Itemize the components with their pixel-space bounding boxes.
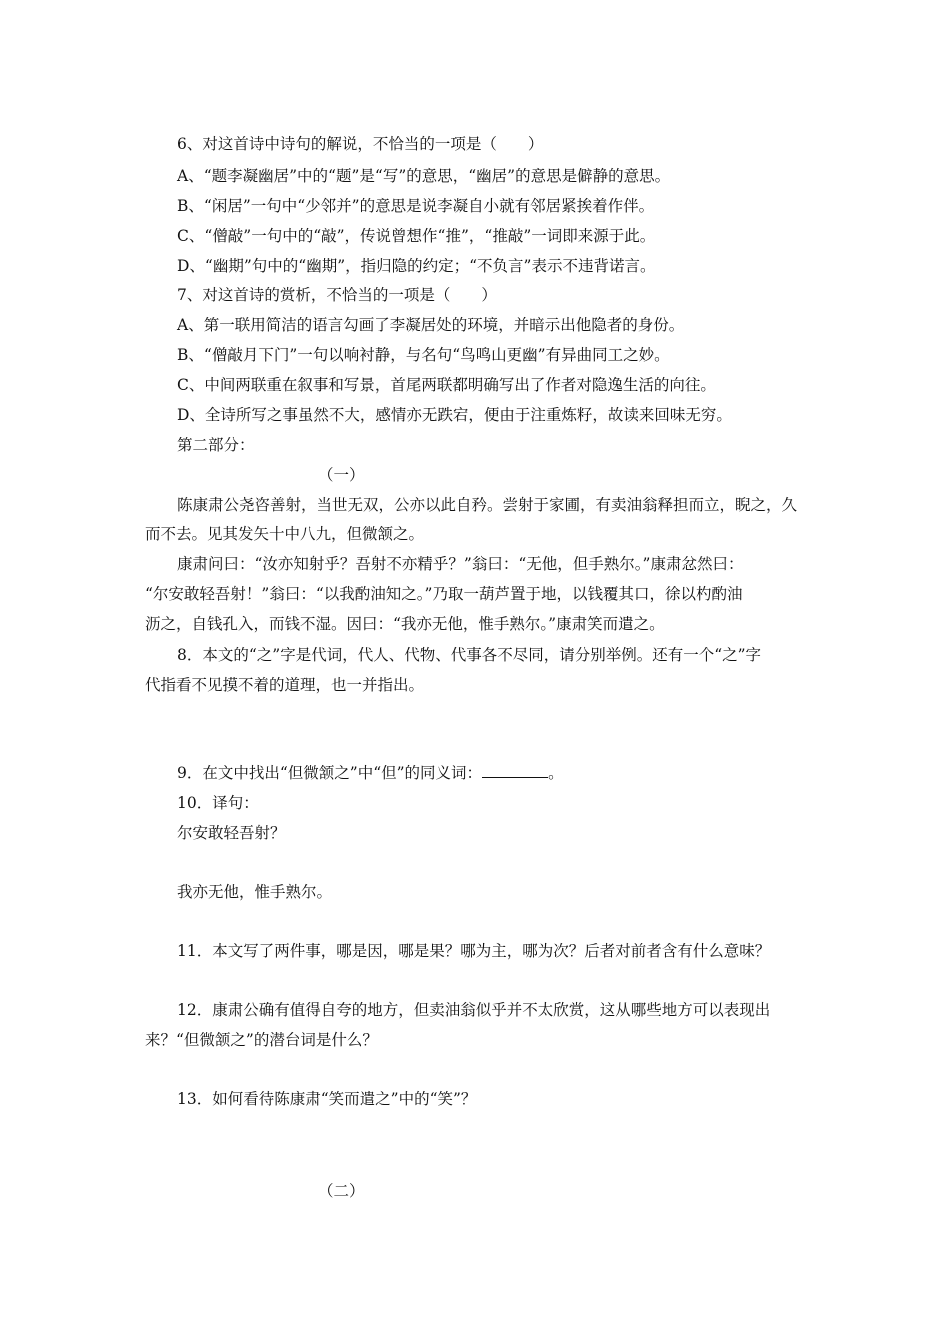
passage-p2-line1: 康肃问曰：“汝亦知射乎？吾射不亦精乎？”翁曰：“无他，但手熟尔。”康肃忿然曰：: [177, 555, 744, 573]
passage-p2-line3: 沥之，自钱孔入，而钱不湿。因曰：“我亦无他，惟手熟尔。”康肃笑而遣之。: [145, 615, 665, 633]
q8-line1: 8．本文的“之”字是代词，代人、代物、代事各不尽同，请分别举例。还有一个“之”字: [177, 646, 762, 664]
q9-prefix: 9．在文中找出“但微颔之”中“但”的同义词：: [177, 764, 483, 782]
q10-sentence-2: 我亦无他，惟手熟尔。: [177, 883, 333, 901]
q13-question: 13．如何看待陈康肃“笑而遣之”中的“笑”？: [177, 1090, 477, 1108]
q7-stem: 7、对这首诗的赏析，不恰当的一项是（ ）: [177, 286, 497, 304]
q9-suffix: 。: [548, 764, 564, 782]
q9-question: [177, 763, 564, 783]
q9-answer-blank[interactable]: [482, 763, 548, 778]
q7-option-d: D、全诗所写之事虽然不大，感情亦无跌宕，便由于注重炼籽，故读来回味无穷。: [177, 406, 732, 424]
q11-question: 11．本文写了两件事，哪是因，哪是果？哪为主，哪为次？后者对前者含有什么意味？: [177, 942, 771, 960]
q10-sentence-1: 尔安敢轻吾射？: [177, 824, 286, 842]
passage-p2-line2: “尔安敢轻吾射！”翁曰：“以我酌油知之。”乃取一葫芦置于地，以钱覆其口，徐以杓酌油: [145, 585, 743, 603]
q6-option-b: B、“闲居”一句中“少邻并”的意思是说李凝自小就有邻居紧挨着作伴。: [177, 197, 655, 215]
q12-line2: 来？“但微颔之”的潜台词是什么？: [145, 1031, 378, 1049]
section1-title: （一）: [318, 466, 365, 484]
q6-stem: 6、对这首诗中诗句的解说，不恰当的一项是（ ）: [177, 135, 544, 153]
q7-option-a: A、第一联用简洁的语言勾画了李凝居处的环境，并暗示出他隐者的身份。: [177, 316, 685, 334]
q8-line2: 代指看不见摸不着的道理，也一并指出。: [145, 676, 425, 694]
passage-p1-line2: 而不去。见其发矢十中八九，但微颔之。: [145, 525, 425, 543]
passage-p1-line1: 陈康肃公尧咨善射，当世无双，公亦以此自矜。尝射于家圃，有卖油翁释担而立，睨之，久: [177, 496, 798, 514]
section2-title: （二）: [318, 1182, 365, 1200]
q6-option-d: D、“幽期”句中的“幽期”，指归隐的约定；“不负言”表示不违背诺言。: [177, 257, 656, 275]
q6-option-a: A、“题李凝幽居”中的“题”是“写”的意思，“幽居”的意思是僻静的意思。: [177, 167, 671, 185]
q7-option-c: C、中间两联重在叙事和写景，首尾两联都明确写出了作者对隐逸生活的向往。: [177, 376, 716, 394]
q12-line1: 12．康肃公确有值得自夸的地方，但卖油翁似乎并不太欣赏，这从哪些地方可以表现出: [177, 1001, 771, 1019]
q6-option-c: C、“僧敲”一句中的“敲”，传说曾想作“推”，“推敲”一词即来源于此。: [177, 227, 656, 245]
q10-question: 10．译句：: [177, 794, 259, 812]
part2-heading: 第二部分：: [177, 436, 255, 454]
q7-option-b: B、“僧敲月下门”一句以响衬静，与名句“鸟鸣山更幽”有异曲同工之妙。: [177, 346, 670, 364]
